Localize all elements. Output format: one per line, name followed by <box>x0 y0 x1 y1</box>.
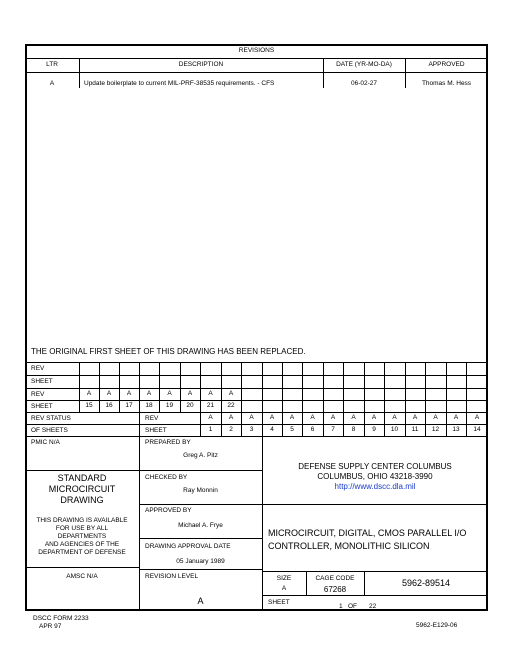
sheet-label: SHEET <box>268 599 290 606</box>
grid-label-rev: REV <box>31 391 45 398</box>
divider <box>262 571 488 572</box>
prepared-by-name: Greg A. Pitz <box>183 452 218 459</box>
approval-date-label: DRAWING APPROVAL DATE <box>145 543 231 550</box>
approved-by-label: APPROVED BY <box>145 507 192 514</box>
status-cell: A <box>330 414 336 421</box>
replaced-note: THE ORIGINAL FIRST SHEET OF THIS DRAWING HAS BEEN REPLACED. <box>31 347 306 356</box>
drawing-number: 5962-89514 <box>401 578 451 588</box>
prepared-by-label: PREPARED BY <box>145 439 191 446</box>
status-cell: A <box>269 414 275 421</box>
sheet-number-cell: 4 <box>270 426 274 433</box>
standard-line: MICROCIRCUIT <box>48 484 116 494</box>
sheet-cell: 18 <box>145 402 153 409</box>
sheet-number-cell: 6 <box>310 426 315 433</box>
rev-cell: A <box>86 390 92 397</box>
form-number: DSCC FORM 2233 <box>33 615 89 622</box>
approval-date: 05 January 1989 <box>176 558 225 565</box>
status-cell: A <box>249 414 254 421</box>
divider <box>139 569 262 570</box>
status-cell: A <box>474 414 480 421</box>
revision-approved: Thomas M. Hess <box>421 80 472 87</box>
rev-cell: A <box>106 390 112 397</box>
divider <box>25 58 488 59</box>
divider <box>139 470 262 471</box>
sheet-number: 1 <box>339 603 343 610</box>
divider <box>262 504 488 505</box>
approved-by-name: Michael A. Frye <box>178 522 223 529</box>
pmic-label: PMIC N/A <box>31 439 60 446</box>
col-header-ltr: LTR <box>46 61 58 68</box>
revision-ltr: A <box>49 80 55 87</box>
divider <box>25 362 488 363</box>
status-cell: A <box>433 414 438 421</box>
divider <box>139 538 262 539</box>
cage-code-label: CAGE CODE <box>315 575 355 582</box>
availability-line: THIS DRAWING IS AVAILABLE <box>36 517 128 524</box>
rev-cell: A <box>126 390 132 397</box>
standard-line: STANDARD <box>57 473 107 483</box>
sheet-number-cell: 8 <box>351 426 356 433</box>
col-header-approved: APPROVED <box>428 61 465 68</box>
sheet-cell: 20 <box>186 402 194 409</box>
checked-by-name: Ray Monnin <box>183 487 218 494</box>
status-cell: A <box>289 414 295 421</box>
status-sheet-label: SHEET <box>145 427 167 434</box>
divider <box>25 436 488 437</box>
availability-line: DEPARTMENTS <box>57 533 107 540</box>
rev-cell: A <box>187 390 193 397</box>
agency-line: COLUMBUS, OHIO 43218-3990 <box>317 472 433 481</box>
revision-date: 06-02-27 <box>350 80 378 87</box>
sheet-number-cell: 3 <box>249 426 254 433</box>
agency-line: DEFENSE SUPPLY CENTER COLUMBUS <box>298 462 452 471</box>
status-cell: A <box>310 414 315 421</box>
sheet-number-cell: 2 <box>229 426 233 433</box>
revisions-title: REVISIONS <box>238 47 275 54</box>
drawing-title-line: MICROCIRCUIT, DIGITAL, CMOS PARALLEL I/O <box>268 528 467 538</box>
sheet-number-cell: 11 <box>411 426 419 433</box>
status-cell: A <box>371 414 377 421</box>
sheet-cell: 16 <box>105 402 113 409</box>
availability-line: FOR USE BY ALL <box>55 525 109 532</box>
status-rev-label: REV <box>145 415 159 422</box>
of-sheets-label: OF SHEETS <box>31 427 68 434</box>
sheet-cell: 21 <box>206 402 215 409</box>
grid-label-sheet: SHEET <box>31 378 53 385</box>
revision-description: Update boilerplate to current MIL-PRF-38535 requirements. - CFS <box>84 80 275 87</box>
sheet-number-cell: 5 <box>290 426 294 433</box>
divider <box>25 72 488 73</box>
status-cell: A <box>412 414 418 421</box>
status-cell: A <box>208 414 213 421</box>
sheet-cell: 15 <box>85 402 93 409</box>
cage-code-value: 67268 <box>323 585 347 594</box>
sheet-number-cell: 9 <box>372 426 376 433</box>
sheet-cell: 19 <box>165 402 174 409</box>
rev-cell: A <box>208 390 213 397</box>
status-cell: A <box>351 414 356 421</box>
rev-cell: A <box>167 390 172 397</box>
divider <box>139 504 262 505</box>
rev-cell: A <box>146 390 152 397</box>
revision-level: A <box>197 596 204 606</box>
col-header-date: DATE (YR-MO-DA) <box>336 61 392 68</box>
size-value: A <box>281 585 287 592</box>
document-number: 5962-E129-06 <box>416 622 458 629</box>
amsc-label: AMSC N/A <box>66 573 98 580</box>
rev-cell: A <box>228 390 234 397</box>
sheet-number-cell: 7 <box>331 426 335 433</box>
col-header-description: DESCRIPTION <box>178 61 224 68</box>
sheet-of: OF <box>348 603 358 610</box>
availability-line: AND AGENCIES OF THE <box>44 541 120 548</box>
sheet-cell: 22 <box>227 402 235 409</box>
sheet-cell: 17 <box>125 402 133 409</box>
sheet-number-cell: 1 <box>208 426 213 433</box>
revision-level-label: REVISION LEVEL <box>145 573 199 580</box>
form-date: APR 97 <box>39 623 62 630</box>
divider <box>25 567 139 568</box>
sheet-number-cell: 14 <box>473 426 481 433</box>
status-cell: A <box>392 414 397 421</box>
divider <box>25 375 488 376</box>
status-cell: A <box>453 414 459 421</box>
sheet-total: 22 <box>369 603 377 610</box>
availability-line: DEPARTMENT OF DEFENSE <box>38 549 126 556</box>
checked-by-label: CHECKED BY <box>145 474 188 481</box>
standard-line: DRAWING <box>60 495 104 505</box>
sheet-number-cell: 12 <box>431 426 440 433</box>
grid-label-sheet: SHEET <box>31 403 53 410</box>
sheet-number-cell: 10 <box>390 426 399 433</box>
agency-url-link[interactable]: http://www.dscc.dla.mil <box>334 482 416 491</box>
grid-label-rev: REV <box>31 365 45 372</box>
rev-status-label: REV STATUS <box>31 415 71 422</box>
status-cell: A <box>228 414 234 421</box>
size-label: SIZE <box>276 575 292 582</box>
divider <box>25 470 139 471</box>
divider <box>262 595 488 596</box>
sheet-number-cell: 13 <box>452 426 460 433</box>
drawing-title-line: CONTROLLER, MONOLITHIC SILICON <box>268 541 430 551</box>
